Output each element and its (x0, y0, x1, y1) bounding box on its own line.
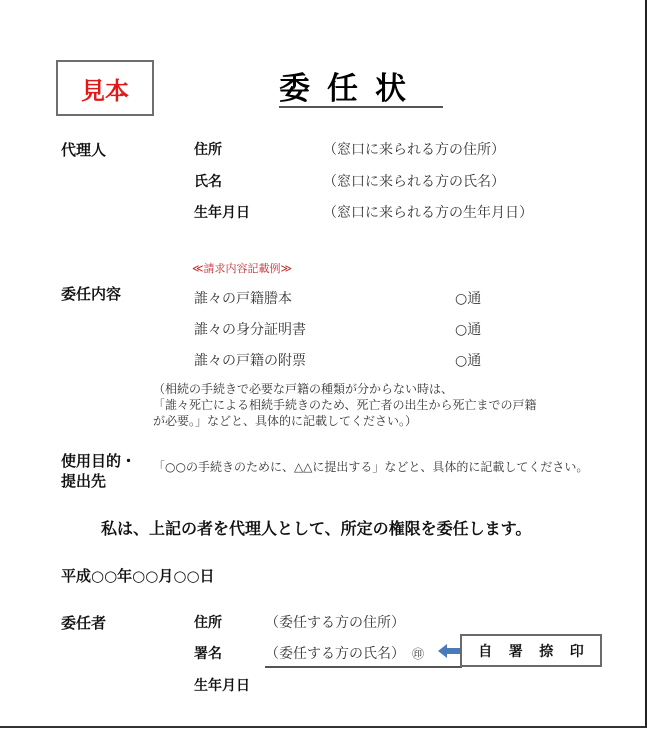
principal-section-label: 委任者 (61, 614, 107, 632)
seal-box-char: 印 (569, 643, 584, 660)
delegation-item-count: ○通 (455, 353, 482, 369)
seal-box-char: 自 (478, 643, 493, 660)
principal-signature-label: 署名 (194, 646, 222, 662)
delegation-note-line: が必要。」などと、具体的に記載してください。） (153, 414, 418, 428)
delegation-item-name: 誰々の身分証明書 (194, 322, 306, 338)
sample-stamp (56, 60, 154, 116)
seal-mark: ㊞ (412, 647, 425, 661)
purpose-value: 「○○の手続きのために、△△に提出する」などと、具体的に記載してください。 (153, 460, 589, 474)
principal-address-value: （委任する方の住所） (265, 615, 405, 631)
self-sign-seal-box (460, 634, 602, 667)
agent-section-label: 代理人 (61, 141, 107, 159)
delegation-note-line: 「誰々死亡による相続手続きのため、死亡者の出生から死亡までの戸籍 (153, 398, 537, 412)
left-arrow-icon (438, 644, 462, 658)
principal-signature-value: （委任する方の氏名） (265, 646, 405, 662)
agent-address-value: （窓口に来られる方の住所） (323, 142, 505, 158)
seal-box-char: 署 (508, 643, 523, 660)
delegation-section-label: 委任内容 (61, 285, 122, 303)
document-date: 平成○○年○○月○○日 (61, 567, 215, 585)
delegation-item-name: 誰々の戸籍の附票 (194, 353, 306, 369)
delegation-item-name: 誰々の戸籍謄本 (194, 291, 292, 307)
principal-address-label: 住所 (194, 615, 222, 631)
delegation-note-line: （相続の手続きで必要な戸籍の種類が分からない時は、 (153, 382, 454, 396)
purpose-label-line2: 提出先 (61, 472, 107, 490)
agent-address-label: 住所 (194, 142, 222, 158)
agent-birthdate-value: （窓口に来られる方の生年月日） (323, 205, 533, 221)
agent-name-value: （窓口に来られる方の氏名） (323, 174, 505, 190)
document-title: 委任状 (279, 72, 443, 108)
agent-birthdate-label: 生年月日 (194, 205, 250, 221)
request-example-note: ≪請求内容記載例≫ (192, 262, 293, 275)
delegation-item-count: ○通 (455, 322, 482, 338)
agent-name-label: 氏名 (194, 174, 222, 190)
principal-birthdate-label: 生年月日 (194, 678, 250, 694)
sample-stamp-text: 見本 (81, 76, 129, 105)
delegation-statement: 私は、上記の者を代理人として、所定の権限を委任します。 (101, 519, 532, 538)
signature-underline (265, 666, 462, 668)
seal-box-char: 捺 (539, 643, 554, 660)
purpose-label-line1: 使用目的・ (61, 452, 137, 470)
delegation-item-count: ○通 (455, 291, 482, 307)
